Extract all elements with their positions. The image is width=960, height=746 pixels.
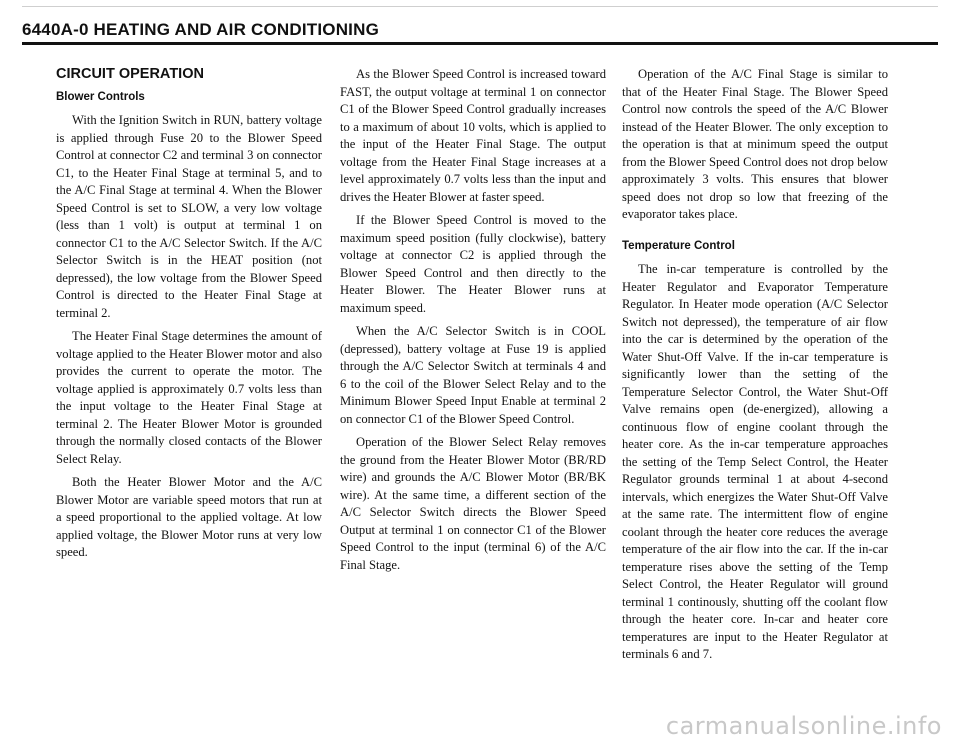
paragraph: Operation of the Blower Select Relay removes the ground from the Heater Blower Motor (BR/RD wire) and grounds the A/C Blower Motor (BR/BK wire). At the same time, a different section of the A/C Selector Switch directs the Blower Speed Output at terminal 1 on connector C1 of the Blower Speed Control to the input (terminal 6) of the A/C Final Stage. bbox=[340, 435, 606, 572]
subheading-temperature-control: Temperature Control bbox=[622, 239, 735, 252]
watermark: carmanualsonline.info bbox=[665, 712, 942, 740]
page-title: 6440A-0 HEATING AND AIR CONDITIONING bbox=[22, 20, 379, 39]
column-3 bbox=[622, 66, 888, 670]
column-1 bbox=[56, 66, 322, 568]
paragraph: Both the Heater Blower Motor and the A/C Blower Motor are variable speed motors that run at a speed proportional to the applied voltage. At low applied voltage, the Blower Motor runs at very low speed. bbox=[56, 475, 322, 559]
paragraph: Operation of the A/C Final Stage is similar to that of the Heater Final Stage. The Blower Speed Control now controls the speed of the A/C Blower instead of the Heater Blower. The only exception to the operation is that at minimum speed the output from the Blower Speed Control does not drop below approximately 3 volts. This ensures that blower speed does not drop so low that freezing of the evaporator takes place. bbox=[622, 67, 888, 221]
column-2 bbox=[340, 66, 606, 580]
paragraph: The in-car temperature is controlled by the Heater Regulator and Evaporator Temperature Regulator. In Heater mode operation (A/C Selector Switch not depressed), the temperature of air flow into the car is determined by the operation of the Water Shut-Off Valve. If the in-car temperature is significantly lower than the setting of the Temperature Selector Control, the Water Shut-Off Valve remains open (de-energized), allowing a continuous flow of engine coolant through the heater core. As the in-car temperature approaches the setting of the Temp Select Control, the Heater Regulator grounds terminal 1 at about 4-second intervals, which energizes the Water Shut-Off Valve at the same rate. The intermittent flow of engine coolant through the heater core reduces the average temperature of the air flow into the car. If the in-car temperature rises above the setting of the Temp Select Control, the Heater Regulator will ground terminal 1 continously, shutting off the coolant flow through the heater core. In-car and heater core temperatures are input to the Heater Regulator at terminals 6 and 7. bbox=[622, 262, 888, 661]
paragraph: As the Blower Speed Control is increased toward FAST, the output voltage at terminal 1 on connector C1 of the Blower Speed Control gradually increases to a maximum of about 10 volts, which is applied to the input of the Heater Final Stage. The output voltage from the Heater Final Stage increases at a level approximately 0.7 volts less than the input and drives the Heater Blower at faster speed. bbox=[340, 67, 606, 204]
paragraph: When the A/C Selector Switch is in COOL (depressed), battery voltage at Fuse 19 is applied through the A/C Selector Switch at terminals 4 and 6 to the coil of the Blower Select Relay and to the Minimum Blower Speed Input Enable at terminal 2 on connector C1 of the Blower Speed Control. bbox=[340, 324, 606, 426]
subheading-blower-controls: Blower Controls bbox=[56, 90, 145, 103]
section-heading: CIRCUIT OPERATION bbox=[56, 66, 204, 82]
paragraph: With the Ignition Switch in RUN, battery voltage is applied through Fuse 20 to the Blower Speed Control at connector C2 and terminal 3 on connector C1, to the Heater Final Stage at terminal 5, and to the A/C Final Stage at terminal 4. When the Blower Speed Control is set to SLOW, a very low voltage (less than 1 volt) is output at terminal 1 on connector C1 to the A/C Selector Switch. If the A/C Selector Switch is in the HEAT position (not depressed), the low voltage from the Blower Speed Control is directed to the Heater Final Stage at terminal 2. bbox=[56, 113, 322, 320]
header-rule bbox=[22, 42, 938, 45]
paragraph: If the Blower Speed Control is moved to the maximum speed position (fully clockwise), battery voltage at connector C2 is applied through the Blower Speed Control and then directly to the Heater Blower. The Heater Blower runs at maximum speed. bbox=[340, 213, 606, 315]
paragraph: The Heater Final Stage determines the amount of voltage applied to the Heater Blower motor and also provides the current to operate the motor. The voltage applied is approximately 0.7 volts less than the input voltage to the Heater Final Stage at terminal 2. The Heater Blower Motor is grounded through the normally closed contacts of the Blower Select Relay. bbox=[56, 329, 322, 466]
top-border-line bbox=[22, 6, 938, 7]
